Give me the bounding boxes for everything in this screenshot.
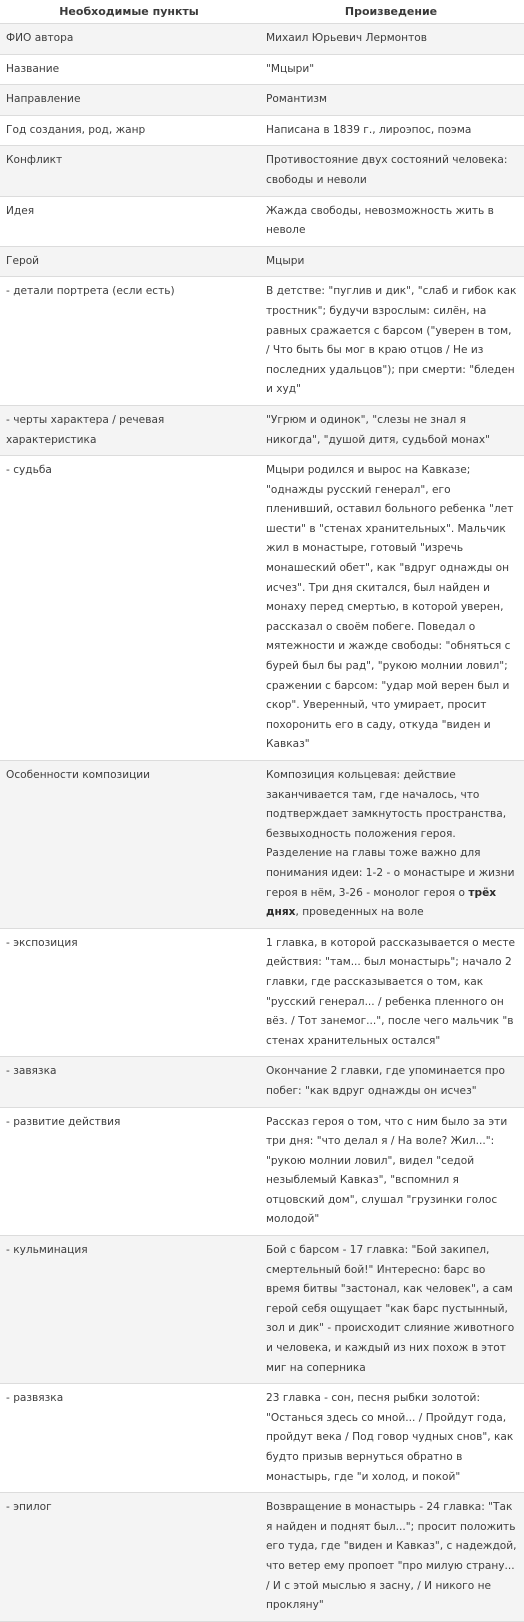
header-work: Произведение [258, 0, 524, 24]
header-required-items: Необходимые пункты [0, 0, 258, 24]
row-item: - черты характера / речевая характеристика [0, 405, 258, 455]
row-item: Идея [0, 196, 258, 246]
row-item: Направление [0, 85, 258, 116]
table-row [0, 246, 524, 277]
table-row [0, 405, 524, 455]
table-row [0, 928, 524, 1057]
table-row [0, 85, 524, 116]
row-item: Герой [0, 246, 258, 277]
row-item: Название [0, 54, 258, 85]
row-item: - кульминация [0, 1236, 258, 1384]
row-value: Рассказ героя о том, что с ним было за эти три дня: "что делал я / На воле? Жил...": "рукою молнии ловил", видел "седой незыблемый Кавказ", "вспомнил я отцовский дом", слушал "грузинки голос молодой" [258, 1107, 524, 1236]
row-value [258, 761, 524, 929]
row-value: 1 главка, в которой рассказывается о месте действия: "там... был монастырь"; начало 2 главки, где рассказывается о том, как "русский генерал... / ребенка пленного он вёз. / Тот занемог...", после чего мальчик "в стенах хранительных остался" [258, 928, 524, 1057]
row-value: Романтизм [258, 85, 524, 116]
row-value: Жажда свободы, невозможность жить в неволе [258, 196, 524, 246]
row-item: - развитие действия [0, 1107, 258, 1236]
table-row [0, 277, 524, 406]
table-row [0, 115, 524, 146]
row-value: "Мцыри" [258, 54, 524, 85]
table-row [0, 196, 524, 246]
row-item: Особенности композиции [0, 761, 258, 929]
table-row [0, 1057, 524, 1107]
row-value: Возвращение в монастырь - 24 главка: "Так я найден и поднят был..."; просит положить его туда, где "виден и Кавказ", с надеждой, что ветер ему пропоет "про милую страну... / И с этой мыслью я засну, / И никого не прокляну" [258, 1493, 524, 1622]
row-value: В детстве: "пуглив и дик", "слаб и гибок как тростник"; будучи взрослым: силён, на равных сражается с барсом ("уверен в том, / Что быть бы мог в краю отцов / Не из последних удальцов"); при смерти: "бледен и худ" [258, 277, 524, 406]
row-item: - развязка [0, 1384, 258, 1493]
table-row [0, 1493, 524, 1622]
table-row [0, 1236, 524, 1384]
row-item: - завязка [0, 1057, 258, 1107]
composition-text-start: Композиция кольцевая: действие заканчивается там, где началось, что подтверждает замкнутость пространства, безвыходность положения героя. Разделение на главы тоже важно для понимания идеи: 1-2 - о монастыре и жизни героя в нём, 3-26 - монолог героя о [266, 769, 515, 899]
row-item: - детали портрета (если есть) [0, 277, 258, 406]
row-value: Мцыри родился и вырос на Кавказе; "однажды русский генерал", его пленивший, оставил больного ребенка "лет шести" в "стенах хранительных". Мальчик жил в монастыре, готовый "изречь монашеский обет", как "вдруг однажды он исчез". Три дня скитался, был найден и монаху перед смертью, в которой уверен, рассказал о своём побеге. Поведал о мятежности и жажде свободы: "обняться с бурей был бы рад", "рукою молнии ловил"; сражении с барсом: "удар мой верен был и скор". Уверенный, что умирает, просит похоронить его в саду, откуда "виден и Кавказ" [258, 456, 524, 761]
row-value: Окончание 2 главки, где упоминается про побег: "как вдруг однажды он исчез" [258, 1057, 524, 1107]
table-row [0, 24, 524, 55]
table-row [0, 1384, 524, 1493]
table-row [0, 456, 524, 761]
row-value: Мцыри [258, 246, 524, 277]
row-value: 23 главка - сон, песня рыбки золотой: "Останься здесь со мной... / Пройдут года, пройдут века / Под говор чудных снов", как будто призыв вернуться обратно в монастырь, где "и холод, и покой" [258, 1384, 524, 1493]
composition-bold-text: трёх днях [266, 886, 497, 919]
row-value: "Угрюм и одинок", "слезы не знал я никогда", "душой дитя, судьбой монах" [258, 405, 524, 455]
table-row [0, 146, 524, 196]
row-value: Противостояние двух состояний человека: свободы и неволи [258, 146, 524, 196]
table-header-row [0, 0, 524, 24]
row-value: Бой с барсом - 17 главка: "Бой закипел, смертельный бой!" Интересно: барс во время битвы "застонал, как человек", а сам герой себя ощущает "как барс пустынный, зол и дик" - происходит слияние животного и человека, и каждый из них похож в этот миг на соперника [258, 1236, 524, 1384]
row-item: ФИО автора [0, 24, 258, 55]
row-value: Михаил Юрьевич Лермонтов [258, 24, 524, 55]
row-item: - эпилог [0, 1493, 258, 1622]
table-row [0, 761, 524, 929]
row-item: - экспозиция [0, 928, 258, 1057]
table-row [0, 1107, 524, 1236]
row-item: - судьба [0, 456, 258, 761]
row-item: Год создания, род, жанр [0, 115, 258, 146]
row-value: Написана в 1839 г., лироэпос, поэма [258, 115, 524, 146]
table-row [0, 54, 524, 85]
row-item: Конфликт [0, 146, 258, 196]
composition-text-end: , проведенных на воле [295, 906, 424, 919]
